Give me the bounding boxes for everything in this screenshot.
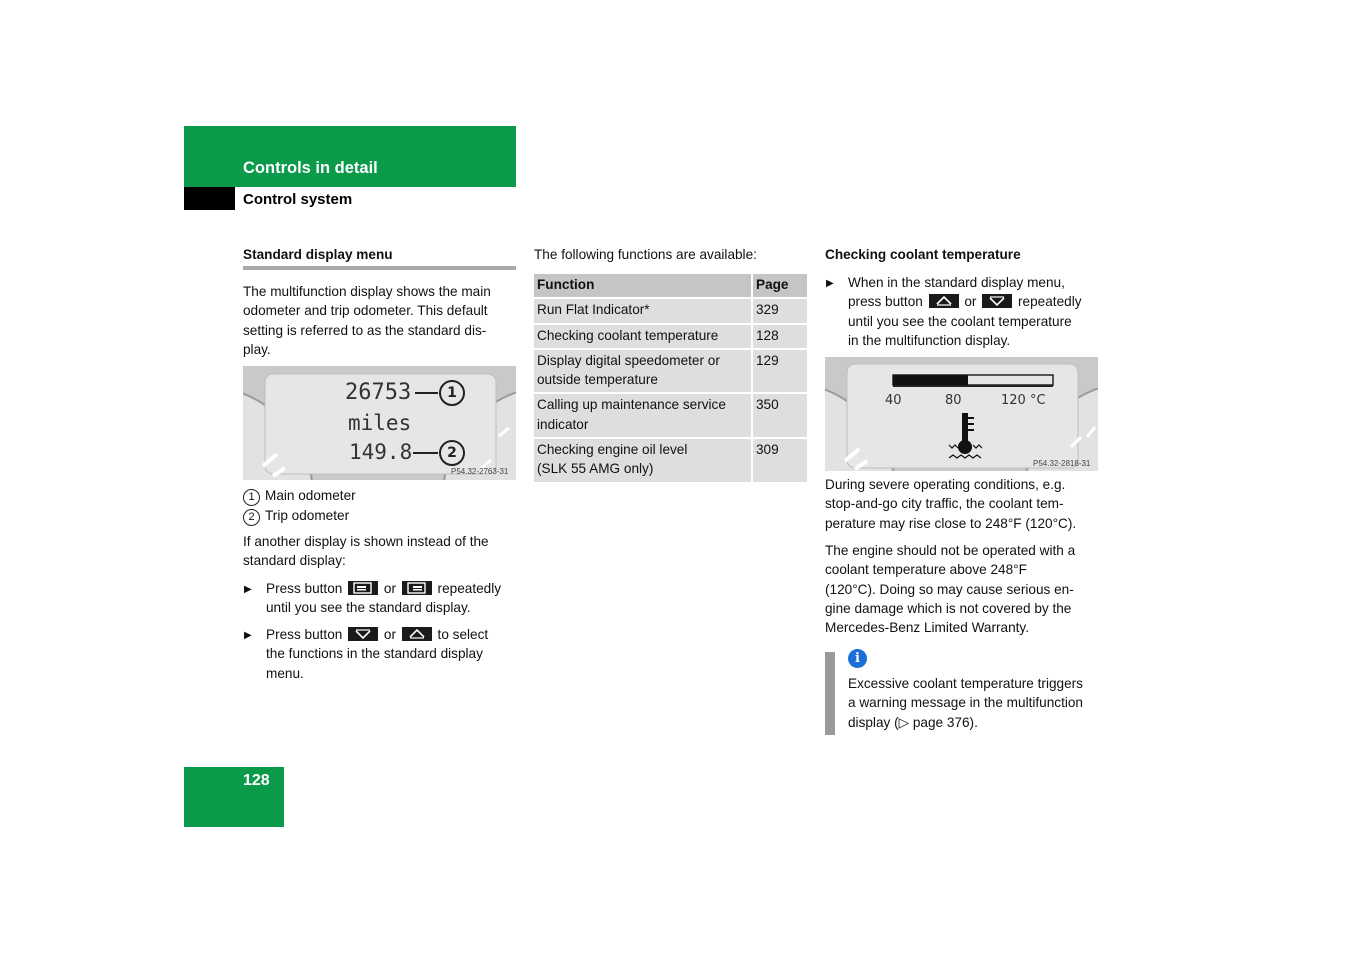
col3-para1 <box>825 475 1076 533</box>
main-odometer-value: 26753 <box>345 380 412 405</box>
text: Press button <box>266 627 343 642</box>
figure-ref: P54.32-2763-31 <box>451 467 509 476</box>
bullet-arrow-icon: ▶ <box>244 630 252 641</box>
legend-item <box>243 506 356 526</box>
info-icon: i <box>848 649 867 668</box>
arrow-down-button-icon <box>348 627 378 641</box>
step-line <box>848 292 1082 311</box>
text-line: gine damage which is not covered by the <box>825 600 1072 616</box>
text-line: coolant temperature above 248°F <box>825 562 1027 578</box>
text-line: perature may rise close to 248°F (120°C). <box>825 515 1077 531</box>
legend-item <box>243 486 356 506</box>
text-line: Mercedes-Benz Limited Warranty. <box>825 620 1029 636</box>
cell-line: (SLK 55 AMG only) <box>537 461 654 477</box>
text: or <box>964 294 977 310</box>
page-cell: 350 <box>751 394 807 439</box>
text: repeatedly <box>437 581 502 596</box>
col3-heading: Checking coolant temperature <box>825 247 1021 262</box>
col3-para2 <box>825 541 1075 637</box>
text-line: Excessive coolant temperature triggers <box>848 676 1083 691</box>
figure-ref: P54.32-2818-31 <box>1033 459 1091 468</box>
text-line: setting is referred to as the standard dis- <box>243 322 487 338</box>
table-header-page: Page <box>751 274 807 299</box>
table-row <box>534 439 807 484</box>
col1-intro <box>243 282 491 359</box>
functions-table <box>534 274 807 484</box>
function-cell <box>534 325 751 350</box>
text-line: If another display is shown instead of the <box>243 534 489 549</box>
coolant-thermometer-icon <box>943 411 993 463</box>
cell-line: Checking engine oil level <box>537 442 688 458</box>
step-line: the functions in the standard display <box>266 646 483 662</box>
step-select-functions <box>266 625 488 683</box>
text: or <box>383 581 396 596</box>
trip-odometer-value: 149.8 <box>349 440 413 464</box>
text: to select <box>437 627 489 642</box>
step-line: until you see the standard display. <box>266 600 471 616</box>
bullet-arrow-icon: ▶ <box>826 278 834 289</box>
cell-line: outside temperature <box>537 372 658 388</box>
col2-intro: The following functions are available: <box>534 247 757 262</box>
figure-legend <box>243 486 356 526</box>
table-header-function: Function <box>534 274 751 299</box>
table-row <box>534 394 807 439</box>
step-line: until you see the coolant temperature <box>848 313 1072 329</box>
table-row <box>534 325 807 350</box>
text-line: stop-and-go city traffic, the coolant tem- <box>825 496 1064 512</box>
step-line: in the multifunction display. <box>848 332 1011 348</box>
page-number: 128 <box>243 772 270 789</box>
step-line <box>266 579 501 598</box>
step-press-reset <box>266 579 501 618</box>
callout-1: 1 <box>439 380 465 406</box>
legend-number: 2 <box>243 509 260 526</box>
page-cell: 128 <box>751 325 807 350</box>
text-line: standard display: <box>243 553 346 569</box>
col1-heading: Standard display menu <box>243 247 393 262</box>
table-row <box>534 299 807 324</box>
text: press button <box>848 294 923 310</box>
table-row <box>534 350 807 395</box>
bullet-arrow-icon: ▶ <box>244 584 252 595</box>
text-line: play. <box>243 341 271 357</box>
text-line: The engine should not be operated with a <box>825 543 1076 558</box>
if-another-display <box>243 532 489 571</box>
arrow-up-button-icon <box>402 627 432 641</box>
arrow-up-button-icon <box>929 294 959 308</box>
coolant-figure <box>825 357 1098 471</box>
text-line: display (▷ page 376). <box>848 714 978 730</box>
display-forward-button-icon <box>402 581 432 595</box>
callout-2: 2 <box>439 440 465 466</box>
subsection-title: Control system <box>243 191 353 208</box>
page-cell: 129 <box>751 350 807 395</box>
text: Press button <box>266 581 343 596</box>
table-header-row <box>534 274 807 299</box>
function-cell <box>534 299 751 324</box>
cell-line: Calling up maintenance service <box>537 397 726 413</box>
text-line: a warning message in the multifunction <box>848 695 1083 711</box>
odometer-figure <box>243 366 516 480</box>
scale-label: 40 <box>885 393 902 408</box>
cell-line: Run Flat Indicator* <box>537 302 650 318</box>
legend-number: 1 <box>243 489 260 506</box>
step-line: menu. <box>266 665 304 681</box>
info-note <box>848 674 1083 732</box>
odometer-unit: miles <box>348 411 412 435</box>
text-line: During severe operating conditions, e.g. <box>825 477 1066 492</box>
text: or <box>383 627 396 642</box>
text-line: odometer and trip odometer. This default <box>243 303 488 319</box>
section-title: Controls in detail <box>243 159 378 177</box>
step-line <box>266 625 488 644</box>
function-cell <box>534 439 751 484</box>
header-black-tab <box>184 187 235 210</box>
scale-label: 120 °C <box>1001 393 1046 408</box>
page-cell: 329 <box>751 299 807 324</box>
text-line: (120°C). Doing so may cause serious en- <box>825 581 1074 597</box>
legend-label: Main odometer <box>265 488 356 503</box>
function-cell <box>534 350 751 395</box>
function-cell <box>534 394 751 439</box>
info-bar <box>825 652 835 735</box>
step-line: When in the standard display menu, <box>848 275 1065 290</box>
cell-line: Display digital speedometer or <box>537 352 720 368</box>
heading-rule <box>243 266 516 270</box>
arrow-down-button-icon <box>982 294 1012 308</box>
scale-label: 80 <box>945 393 962 408</box>
page-cell: 309 <box>751 439 807 484</box>
cell-line: Checking coolant temperature <box>537 327 719 343</box>
display-back-button-icon <box>348 581 378 595</box>
text: repeatedly <box>1018 294 1082 310</box>
legend-label: Trip odometer <box>265 508 350 523</box>
step-coolant <box>848 273 1082 350</box>
text-line: The multifunction display shows the main <box>243 284 491 299</box>
cell-line: indicator <box>537 416 589 432</box>
